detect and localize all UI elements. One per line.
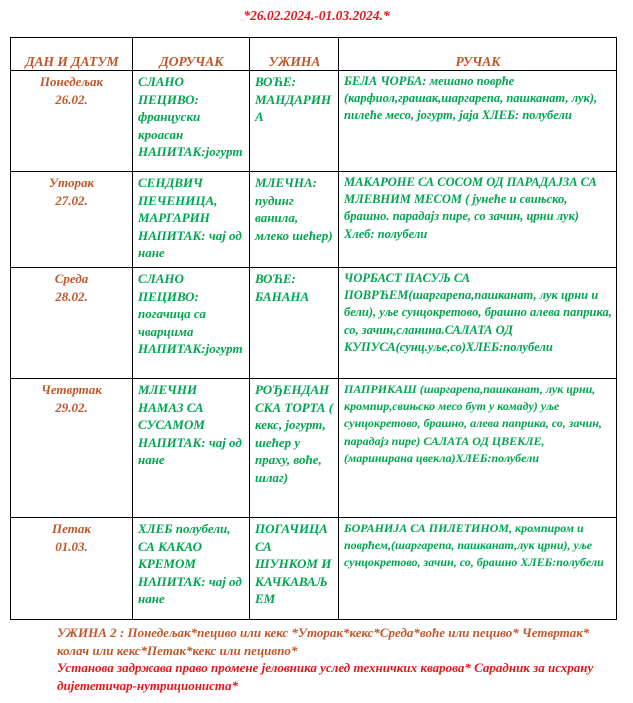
lunch-ingredients: : мешано поврће (карфиол,грашак,шаргарепа, пашканат, лук), пилеће месо, јогурт, јаја ХЛЕБ: полубели	[344, 74, 598, 123]
snack-cell: ВОЋЕ: МАНДАРИНА	[250, 71, 339, 172]
header-lunch: РУЧАК	[339, 38, 617, 71]
table-header-row	[11, 38, 617, 71]
lunch-dish: БОРАНИЈА СА ПИЛЕТИНОМ,	[344, 521, 513, 535]
day-name: Петак	[52, 521, 91, 536]
table-row	[11, 518, 617, 620]
day-date: 26.02.	[55, 91, 88, 107]
weekly-menu-table	[10, 37, 617, 620]
lunch-cell	[339, 172, 617, 268]
lunch-cell	[339, 268, 617, 379]
header-snack: УЖИНА	[250, 38, 339, 71]
lunch-dish: ПАПРИКАШ	[344, 382, 417, 396]
day-cell	[11, 172, 133, 268]
lunch-ingredients: ( јунеће и свињско, брашно. парадајз пире, со зачин, црни лук) Хлеб: полубели	[344, 192, 579, 241]
lunch-dish: МАКАРОНЕ СА СОСОМ ОД ПАРАДАЈЗА СА МЛЕВНИМ МЕСОМ	[344, 175, 597, 207]
menu-period-title: *26.02.2024.-01.03.2024.*	[243, 8, 390, 23]
day-cell	[11, 518, 133, 620]
snack-cell: ПОГАЧИЦА СА ШУНКОМ И КАЧКАВАЉЕМ	[250, 518, 339, 620]
day-date: 28.02.	[55, 288, 88, 304]
snack-cell: МЛЕЧНА: пудинг ванила, млеко шећер)	[250, 172, 339, 268]
day-date: 27.02.	[55, 192, 88, 208]
snack-cell: ВОЋЕ: БАНАНА	[250, 268, 339, 379]
lunch-ingredients: (шаргарепа,пашканат, лук црни и бели), уље сунцокретово, брашно алева паприка, со, зачин,сланина.САЛАТА ОД КУПУСА(сунц.уље,со)ХЛЕБ:полубели	[344, 288, 612, 354]
breakfast-cell: СЛАНО ПЕЦИВО: погачица са чварцима НАПИТАК:јогурт	[133, 268, 250, 379]
table-row	[11, 172, 617, 268]
breakfast-cell: СЛАНО ПЕЦИВО: француски кроасан НАПИТАК:јогурт	[133, 71, 250, 172]
lunch-cell	[339, 518, 617, 620]
header-breakfast: ДОРУЧАК	[133, 38, 250, 71]
lunch-dish: ЧОРБАСТ ПАСУЉ СА ПОВРЋЕМ	[344, 271, 471, 303]
day-cell	[11, 379, 133, 518]
breakfast-cell: ХЛЕБ полубели, СА КАКАО КРЕМОМ НАПИТАК: чај од нане	[133, 518, 250, 620]
lunch-cell	[339, 71, 617, 172]
day-name: Четвртак	[41, 382, 102, 397]
day-date: 29.02.	[55, 399, 88, 415]
day-cell	[11, 268, 133, 379]
day-name: Уторак	[48, 175, 95, 190]
day-name: Среда	[54, 271, 89, 286]
header-day: ДАН И ДАТУМ	[11, 38, 133, 71]
breakfast-cell: МЛЕЧНИ НАМАЗ СА СУСАМОМ НАПИТАК: чај од нане	[133, 379, 250, 518]
lunch-cell	[339, 379, 617, 518]
table-row	[11, 71, 617, 172]
menu-footer	[57, 624, 617, 694]
table-row	[11, 379, 617, 518]
snack-cell: РОЂЕНДАНСКА ТОРТА ( кекс, јогурт, шећер у праху, воће, шлаг)	[250, 379, 339, 518]
day-date: 01.03.	[55, 538, 88, 554]
day-cell	[11, 71, 133, 172]
breakfast-cell: СЕНДВИЧ ПЕЧЕНИЦА, МАРГАРИН НАПИТАК: чај од нане	[133, 172, 250, 268]
table-row	[11, 268, 617, 379]
lunch-ingredients: кромпиром и поврћем,(шаргарепа, пашканат,лук црни), уље сунцокретово, зачин, со, брашно ХЛЕБ:полубели	[344, 521, 604, 570]
snack2-note: УЖИНА 2 : Понедељак*пециво или кекс *Уторак*кекс*Среда*воће или пециво* Четвртак* колач или кекс*Петак*кекс или пецивпо*	[57, 625, 590, 658]
disclaimer-note: Установа задржава право промене јеловника услед техничких кварова* Сарадник за исхрану дијететичар-нутриционистa*	[57, 660, 594, 693]
lunch-dish: БЕЛА ЧОРБА	[344, 74, 423, 88]
day-name: Понедељак	[39, 74, 104, 89]
lunch-ingredients: (шаргарепа,пашканат, лук црни, кромпир,свињско месо бут у комаду) уље сунцокретово, брашно, алева паприка, со, зачин, парадајз пире) САЛАТА ОД ЦВЕКЛЕ, (маринирана цвекла)ХЛЕБ:полубели	[344, 382, 602, 465]
